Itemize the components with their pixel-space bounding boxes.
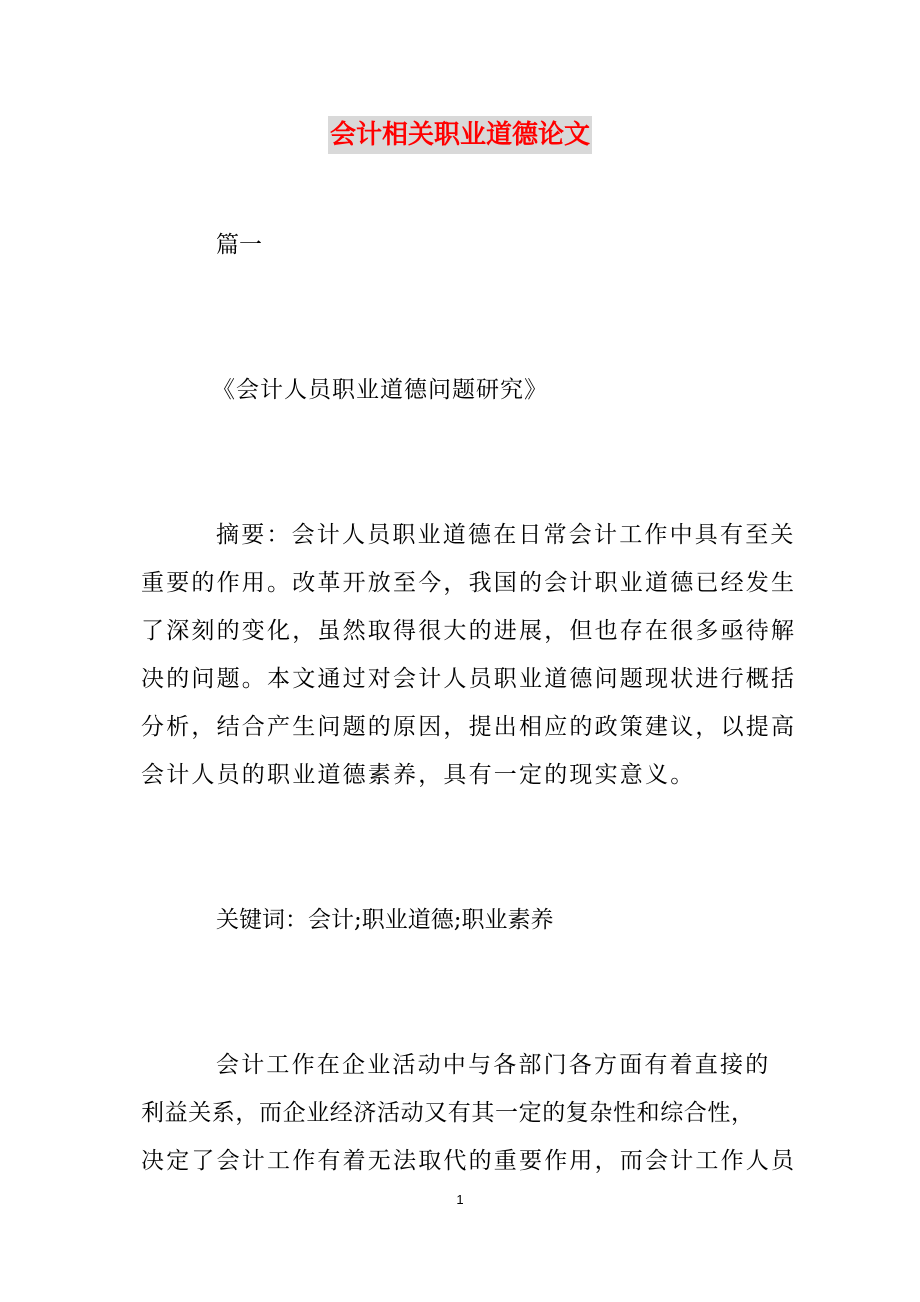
section-heading: 篇一 <box>216 232 262 258</box>
paper-title: 《会计人员职业道德问题研究》 <box>212 377 548 403</box>
page-number: 1 <box>456 1192 464 1207</box>
keywords: 关键词：会计;职业道德;职业素养 <box>216 907 554 933</box>
body-line: 会计工作在企业活动中与各部门各方面有着直接的 <box>216 1052 771 1078</box>
abstract-line: 决的问题。本文通过对会计人员职业道德问题现状进行概括 <box>141 666 797 692</box>
abstract-line: 了深刻的变化，虽然取得很大的进展，但也存在很多亟待解 <box>141 618 797 644</box>
body-line: 决定了会计工作有着无法取代的重要作用，而会计工作人员 <box>141 1148 797 1174</box>
title-wrapper <box>0 116 920 154</box>
abstract-line: 分析，结合产生问题的原因，提出相应的政策建议，以提高 <box>141 714 797 740</box>
abstract-line: 摘要：会计人员职业道德在日常会计工作中具有至关 <box>216 522 796 548</box>
abstract-line: 会计人员的职业道德素养，具有一定的现实意义。 <box>141 762 696 788</box>
document-title: 会计相关职业道德论文 <box>328 116 592 154</box>
abstract-line: 重要的作用。改革开放至今，我国的会计职业道德已经发生 <box>141 570 797 596</box>
body-line: 利益关系，而企业经济活动又有其一定的复杂性和综合性， <box>141 1100 755 1126</box>
